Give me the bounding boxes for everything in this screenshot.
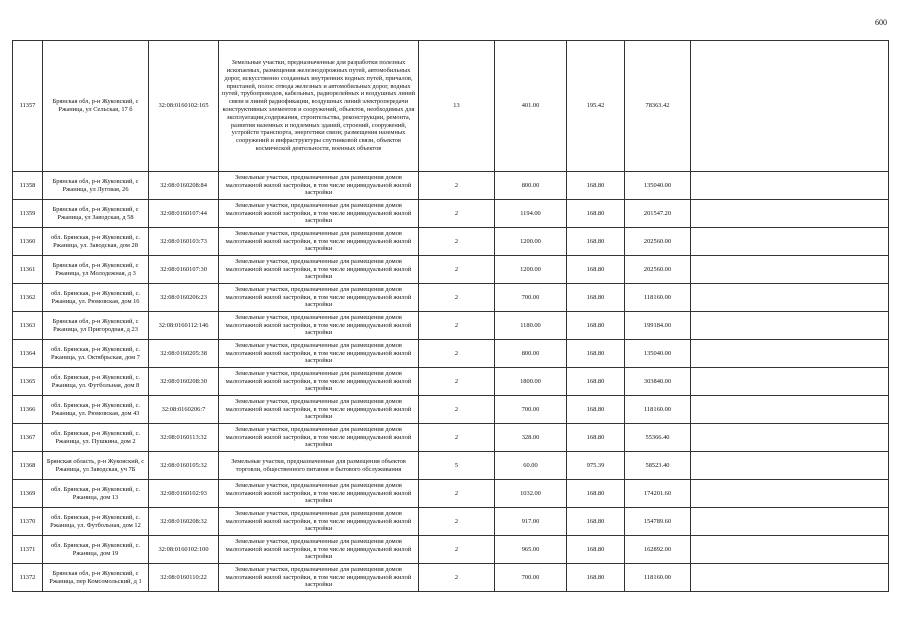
cell-specific-value: 195.42 [567,41,625,172]
cell-cadastral-number: 32:08:0160107:44 [149,200,219,228]
cell-land-use: Земельные участки, предназначенные для размещения домов малоэтажной жилой застройки, в том числе индивидуальной жилой застройки [219,564,419,592]
cell-group-code: 2 [419,508,495,536]
table-row [13,284,889,312]
cell-land-use: Земельные участки, предназначенные для размещения объектов торговли, общественного питания и бытового обслуживания [219,452,419,480]
cell-land-use: Земельные участки, предназначенные для размещения домов малоэтажной жилой застройки, в том числе индивидуальной жилой застройки [219,200,419,228]
cell-land-use: Земельные участки, предназначенные для размещения домов малоэтажной жилой застройки, в том числе индивидуальной жилой застройки [219,424,419,452]
cell-group-code: 2 [419,312,495,340]
cell-cadastral-value: 199184.00 [625,312,691,340]
cell-cadastral-number: 32:08:0160112:146 [149,312,219,340]
cell-cadastral-value: 174201.60 [625,480,691,508]
cell-specific-value: 168.80 [567,480,625,508]
cell-cadastral-number: 32:08:0160206:23 [149,284,219,312]
cell-cadastral-value: 118160.00 [625,396,691,424]
cell-group-code: 2 [419,480,495,508]
table-row [13,368,889,396]
cell-area: 800.00 [495,172,567,200]
cell-address: обл. Брянская, р-н Жуковский, с. Ржаница, ул. Пушкина, дом 2 [43,424,149,452]
cell-cadastral-value: 202560.00 [625,228,691,256]
cell-empty [691,172,889,200]
cell-cadastral-value: 118160.00 [625,284,691,312]
cell-address: обл. Брянская, р-н Жуковский, с. Ржаница, ул. Рюмовская, дом 43 [43,396,149,424]
table-row [13,536,889,564]
cell-area: 1032.00 [495,480,567,508]
cell-cadastral-value: 202560.00 [625,256,691,284]
cell-land-use: Земельные участки, предназначенные для размещения домов малоэтажной жилой застройки, в том числе индивидуальной жилой застройки [219,172,419,200]
cell-address: Брянская обл, р-н Жуковский, с Ржаница, пер Комсомольский, д 1 [43,564,149,592]
cell-empty [691,480,889,508]
table-row [13,41,889,172]
cell-land-use: Земельные участки, предназначенные для размещения домов малоэтажной жилой застройки, в том числе индивидуальной жилой застройки [219,340,419,368]
table-row [13,312,889,340]
cell-specific-value: 168.80 [567,284,625,312]
cell-empty [691,340,889,368]
cell-specific-value: 168.80 [567,312,625,340]
cell-address: обл. Брянская, р-н Жуковский, с. Ржаница, ул. Футбольная, дом 12 [43,508,149,536]
cell-area: 60.00 [495,452,567,480]
cell-id: 11361 [13,256,43,284]
cell-area: 1800.00 [495,368,567,396]
cell-land-use: Земельные участки, предназначенные для размещения домов малоэтажной жилой застройки, в том числе индивидуальной жилой застройки [219,256,419,284]
cell-group-code: 2 [419,172,495,200]
cell-group-code: 5 [419,452,495,480]
cell-address: обл. Брянская, р-н Жуковский, с. Ржаница, ул. Футбольная, дом 8 [43,368,149,396]
cell-cadastral-value: 135040.00 [625,340,691,368]
page-number: 600 [875,18,887,27]
cell-cadastral-number: 32:08:0160102:165 [149,41,219,172]
cell-specific-value: 168.80 [567,228,625,256]
cell-id: 11362 [13,284,43,312]
table-row [13,256,889,284]
cell-group-code: 2 [419,284,495,312]
cell-empty [691,41,889,172]
cell-id: 11364 [13,340,43,368]
cell-address: Брянская область, р-н Жуковский, с Ржаница, ул Заводская, уч 7Б [43,452,149,480]
cell-id: 11363 [13,312,43,340]
cell-cadastral-value: 58523.40 [625,452,691,480]
cell-empty [691,228,889,256]
cell-specific-value: 168.80 [567,396,625,424]
table-row [13,396,889,424]
cell-address: обл. Брянская, р-н Жуковский, с. Ржаница, ул. Заводская, дом 28 [43,228,149,256]
cell-group-code: 2 [419,536,495,564]
cell-address: Брянская обл, р-н Жуковский, с Ржаница, ул Пригородная, д 23 [43,312,149,340]
cell-area: 1180.00 [495,312,567,340]
cell-address: обл. Брянская, р-н Жуковский, с. Ржаница, ул. Октябрьская, дом 7 [43,340,149,368]
cell-area: 965.00 [495,536,567,564]
cell-land-use: Земельные участки, предназначенные для размещения домов малоэтажной жилой застройки, в том числе индивидуальной жилой застройки [219,508,419,536]
cell-specific-value: 168.80 [567,256,625,284]
cell-land-use: Земельные участки, предназначенные для размещения домов малоэтажной жилой застройки, в том числе индивидуальной жилой застройки [219,284,419,312]
cell-group-code: 2 [419,200,495,228]
table-row [13,228,889,256]
cell-area: 700.00 [495,396,567,424]
cell-address: обл. Брянская, р-н Жуковский, с. Ржаница, дом 19 [43,536,149,564]
table-row [13,172,889,200]
cell-area: 1194.00 [495,200,567,228]
cell-empty [691,368,889,396]
cell-area: 1200.00 [495,256,567,284]
cell-empty [691,256,889,284]
cell-address: Брянская обл, р-н Жуковский, с Ржаница, ул Луговая, 26 [43,172,149,200]
cell-address: Брянская обл, р-н Жуковский, с Ржаница, ул Молодежная, д 3 [43,256,149,284]
cell-id: 11372 [13,564,43,592]
cell-empty [691,424,889,452]
cell-cadastral-value: 55366.40 [625,424,691,452]
cell-area: 700.00 [495,564,567,592]
cell-area: 328.00 [495,424,567,452]
table-row [13,340,889,368]
cell-cadastral-number: 32:08:0160113:32 [149,424,219,452]
cell-cadastral-value: 154789.60 [625,508,691,536]
cell-id: 11358 [13,172,43,200]
cell-id: 11368 [13,452,43,480]
cell-specific-value: 168.80 [567,564,625,592]
cell-specific-value: 168.80 [567,424,625,452]
cell-id: 11365 [13,368,43,396]
cell-id: 11360 [13,228,43,256]
cell-empty [691,284,889,312]
cell-empty [691,396,889,424]
cell-specific-value: 168.80 [567,536,625,564]
cell-group-code: 2 [419,564,495,592]
cell-land-use: Земельные участки, предназначенные для размещения домов малоэтажной жилой застройки, в том числе индивидуальной жилой застройки [219,368,419,396]
cell-cadastral-number: 32:08:0160208:84 [149,172,219,200]
cell-cadastral-number: 32:08:0160102:93 [149,480,219,508]
cell-id: 11357 [13,41,43,172]
cell-cadastral-number: 32:08:0160208:32 [149,508,219,536]
cell-land-use: Земельные участки, предназначенные для размещения домов малоэтажной жилой застройки, в том числе индивидуальной жилой застройки [219,312,419,340]
cell-cadastral-number: 32:08:0160208:30 [149,368,219,396]
cell-id: 11359 [13,200,43,228]
cell-group-code: 2 [419,424,495,452]
cell-cadastral-value: 162892.00 [625,536,691,564]
table-row [13,200,889,228]
cadastral-value-table [12,40,889,592]
cell-area: 800.00 [495,340,567,368]
cell-cadastral-number: 32:08:0160110:22 [149,564,219,592]
cell-id: 11369 [13,480,43,508]
table-row [13,480,889,508]
cell-cadastral-value: 303840.00 [625,368,691,396]
table-row [13,508,889,536]
cell-id: 11371 [13,536,43,564]
cell-cadastral-number: 32:08:0160206:7 [149,396,219,424]
cell-empty [691,536,889,564]
cell-specific-value: 168.80 [567,200,625,228]
cell-cadastral-number: 32:08:0160103:73 [149,228,219,256]
cell-area: 401.00 [495,41,567,172]
cell-group-code: 2 [419,256,495,284]
cell-land-use: Земельные участки, предназначенные для размещения домов малоэтажной жилой застройки, в том числе индивидуальной жилой застройки [219,480,419,508]
cell-address: обл. Брянская, р-н Жуковский, с. Ржаница, дом 13 [43,480,149,508]
cell-cadastral-value: 78363.42 [625,41,691,172]
cell-land-use: Земельные участки, предназначенные для размещения домов малоэтажной жилой застройки, в том числе индивидуальной жилой застройки [219,228,419,256]
cell-group-code: 13 [419,41,495,172]
cell-area: 1200.00 [495,228,567,256]
cell-specific-value: 168.80 [567,340,625,368]
cell-empty [691,564,889,592]
cell-cadastral-value: 135040.00 [625,172,691,200]
cell-area: 917.00 [495,508,567,536]
cell-empty [691,312,889,340]
cell-address: Брянская обл, р-н Жуковский, с Ржаница, ул Заводская, д 58 [43,200,149,228]
cell-cadastral-number: 32:08:0160105:32 [149,452,219,480]
cell-address: обл. Брянская, р-н Жуковский, с. Ржаница, ул. Рюмовская, дом 16 [43,284,149,312]
cell-group-code: 2 [419,368,495,396]
cell-specific-value: 168.80 [567,368,625,396]
cell-cadastral-number: 32:08:0160102:100 [149,536,219,564]
cell-group-code: 2 [419,228,495,256]
cell-empty [691,452,889,480]
cell-address: Брянская обл, р-н Жуковский, с Ржаница, ул Сельская, 17 б [43,41,149,172]
cell-empty [691,200,889,228]
cell-specific-value: 168.80 [567,508,625,536]
table-row [13,452,889,480]
cell-specific-value: 975.39 [567,452,625,480]
cell-cadastral-number: 32:08:0160107:30 [149,256,219,284]
cell-area: 700.00 [495,284,567,312]
cell-group-code: 2 [419,396,495,424]
cell-group-code: 2 [419,340,495,368]
cell-id: 11367 [13,424,43,452]
table-body [13,41,889,592]
cell-land-use: Земельные участки, предназначенные для разработки полезных ископаемых, размещения железнодорожных путей, автомобильных дорог, искусственно созданных внутренних водных путей, причалов, пристаней, полос отвода железных и автомобильных дорог, водных путей, трубопроводов, кабельных, радиорелейных и воздушных линий связи и линий радиофикации, воздушных линий электропередачи конструктивных элементов и сооружений, объектов, необходимых для эксплуатации,содержания, строительства, реконструкции, ремонта, развития наземных и подземных зданий, строений, сооружений, устройств транспорта, энергетики связи; размещения наземных сооружений и инфраструктуры спутниковой связи, объектов космической деятельности, военных объектов [219,41,419,172]
table-row [13,424,889,452]
cell-land-use: Земельные участки, предназначенные для размещения домов малоэтажной жилой застройки, в том числе индивидуальной жилой застройки [219,396,419,424]
cell-cadastral-number: 32:08:0160205:38 [149,340,219,368]
cell-empty [691,508,889,536]
cell-id: 11370 [13,508,43,536]
table-row [13,564,889,592]
cell-id: 11366 [13,396,43,424]
cell-specific-value: 168.80 [567,172,625,200]
cell-cadastral-value: 201547.20 [625,200,691,228]
cell-land-use: Земельные участки, предназначенные для размещения домов малоэтажной жилой застройки, в том числе индивидуальной жилой застройки [219,536,419,564]
cell-cadastral-value: 118160.00 [625,564,691,592]
